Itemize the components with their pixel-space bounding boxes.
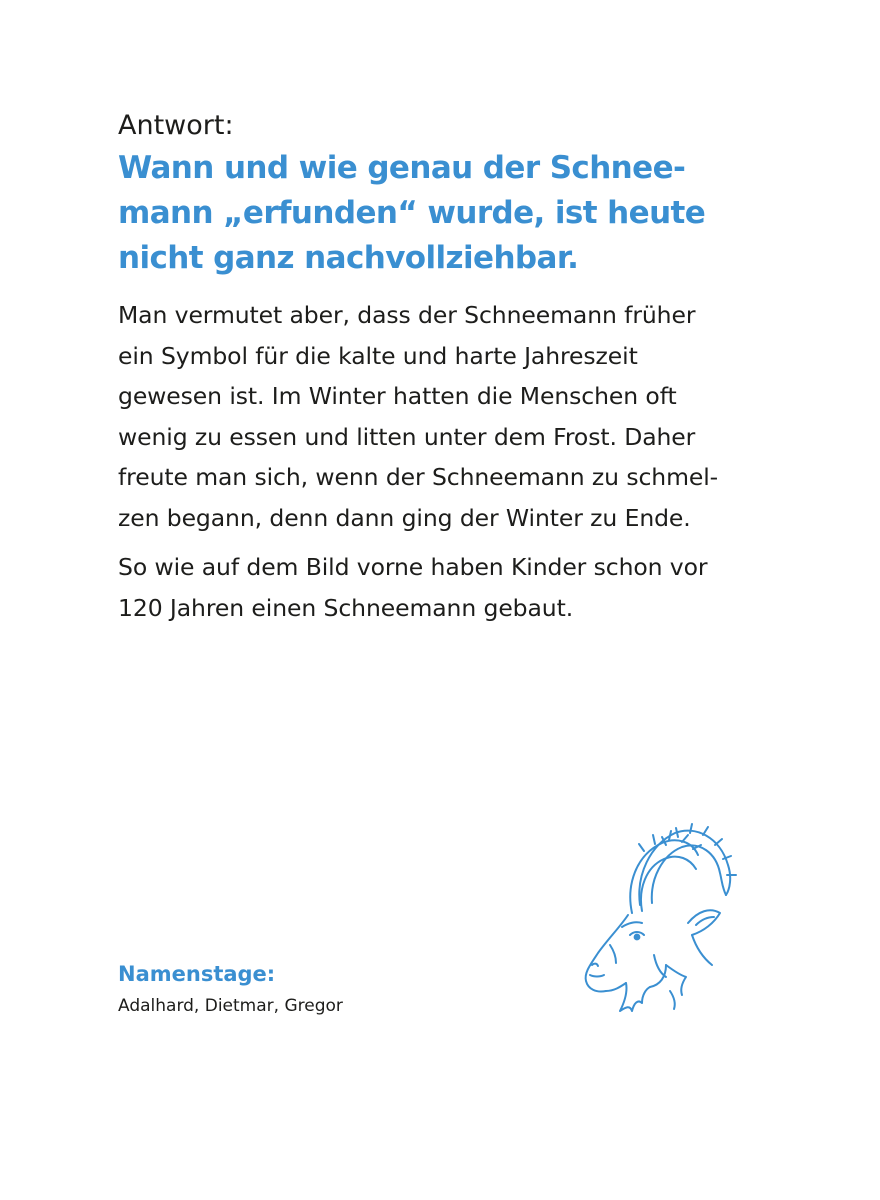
paragraph-line: 120 Jahren einen Schneemann gebaut.: [118, 593, 574, 622]
paragraph-line: ein Symbol für die kalte und harte Jahreszeit: [118, 341, 638, 370]
answer-headline: [118, 146, 818, 281]
paragraph-line: So wie auf dem Bild vorne haben Kinder schon vor: [118, 553, 708, 581]
headline-line: Wann und wie genau der Schnee-: [118, 150, 686, 186]
name-days-heading: Namenstage:: [118, 962, 276, 986]
answer-label: Antwort:: [118, 110, 234, 141]
headline-line: mann „erfunden“ wurde, ist heute: [118, 195, 706, 231]
paragraph-line: Man vermutet aber, dass der Schneemann früher: [118, 301, 696, 329]
paragraph-line: wenig zu essen und litten unter dem Frost. Daher: [118, 422, 696, 451]
name-days-list: Adalhard, Dietmar, Gregor: [118, 996, 343, 1016]
paragraph-line: gewesen ist. Im Winter hatten die Menschen oft: [118, 382, 677, 410]
headline-line: nicht ganz nachvollziehbar.: [118, 240, 579, 276]
paragraph-line: freute man sich, wenn der Schneemann zu schmel-: [118, 463, 719, 491]
body-paragraph-1: [118, 295, 818, 538]
body-paragraph-2: [118, 547, 818, 628]
ibex-goat-icon: [570, 815, 780, 1025]
paragraph-line: zen begann, denn dann ging der Winter zu Ende.: [118, 503, 691, 532]
